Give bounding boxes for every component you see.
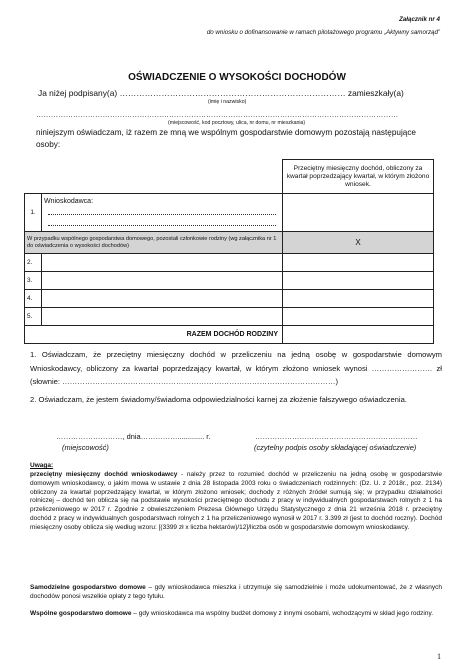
applicant-label: Wnioskodawca: (44, 198, 94, 205)
declaration-text: niniejszym oświadczam, iż razem ze mną we wspólnym gospodarstwie domowym pozostają następujące osoby: (36, 128, 416, 149)
member-cell[interactable] (42, 272, 283, 290)
note-shared-text: – gdy wnioskodawca ma wspólny budżet domowy z innymi osobami, wchodzącymi w skład jego rodziny. (131, 610, 434, 617)
note-income (30, 471, 442, 533)
income-header: Przeciętny miesięczny dochód, obliczony za kwartał poprzedzający kwartał, w którym złożono wniosek. (283, 160, 434, 194)
note-income-term: przeciętny miesięczny dochód wnioskodawcy (30, 471, 178, 478)
notes-heading: Uwaga: (30, 462, 54, 469)
attachment-subtitle: do wniosku o dofinansowanie w ramach pilotażowego programu „Aktywny samorząd” (206, 29, 440, 36)
address-line[interactable]: ………………………………………………………………………………………………………………………………… (36, 110, 399, 119)
member-cell[interactable] (42, 308, 283, 326)
page-number: 1 (437, 652, 441, 661)
signer-name-line[interactable]: Ja niżej podpisany(a) ……………………………………………………………………… zamieszkały(a) (38, 88, 404, 98)
page-title: OŚWIADCZENIE O WYSOKOŚCI DOCHODÓW (128, 72, 346, 83)
row-number: 3. (25, 272, 42, 290)
place-date-line[interactable]: ………………………, dnia……………............. r. (56, 432, 211, 441)
signature-hint: (czytelny podpis osoby składającej oświadczenie) (254, 443, 417, 452)
shared-household-mark: X (283, 232, 434, 254)
note-shared-household (30, 610, 442, 619)
row-number: 5. (25, 308, 42, 326)
applicant-income-cell[interactable] (283, 194, 434, 232)
address-hint: (miejscowość, kod pocztowy, ulica, nr domu, nr mieszkania) (168, 120, 306, 126)
total-income-cell[interactable] (283, 326, 434, 344)
shared-household-note: W przypadku wspólnego gospodarstwa domowego, pozostali członkowie rodziny (wg załącznika nr 1 do oświadczenia o wysokości dochodów) (25, 232, 283, 254)
member-income-cell[interactable] (283, 272, 434, 290)
member-income-cell[interactable] (283, 308, 434, 326)
household-table (24, 159, 434, 344)
signature-line[interactable]: ………………………………………………………… (255, 432, 418, 441)
note-single-household (30, 584, 442, 602)
row-number: 2. (25, 254, 42, 272)
note-single-text: – gdy wnioskodawca mieszka i utrzymuje się samodzielnie i może udokumentować, że z własnych dochodów ponosi wszelkie opłaty z tego tytułu. (30, 584, 442, 600)
note-single-term: Samodzielne gospodarstwo domowe (30, 584, 146, 591)
applicant-cell[interactable] (42, 194, 283, 232)
statement-income: 1. Oświadczam, że przeciętny miesięczny dochód w przeliczeniu na jedną osobę w gospodarstwie domowym Wnioskodawcy, obliczony za kwartał poprzedzający kwartał, w którym złożono wniosek wynosi …………………… zł (słownie: ………………………………………………………………………………………………) (30, 350, 442, 387)
attachment-label: Załącznik nr 4 (399, 16, 440, 23)
row-number: 1. (25, 194, 42, 232)
member-cell[interactable] (42, 254, 283, 272)
member-cell[interactable] (42, 290, 283, 308)
member-income-cell[interactable] (283, 254, 434, 272)
note-income-text: - należy przez to rozumieć dochód w przeliczeniu na jedną osobę w gospodarstwie domowym wnioskodawcy, o jakim mowa w ustawie z dnia 28 listopada 2003 roku o świadczeniach rodzinnych: (Dz. U. z 2018r., poz. 2134) obliczony za kwartał poprzedzający kwartał, w którym złożono wniosek; dochody z różnych źródeł sumują się; w przypadku działalności rolniczej – dochód ten oblicza się na podstawie wysokości przeciętnego dochodu z pracy w indywidualnych gospodarstwach rolnych z 1 ha przeliczeniowego w 2017 r. Zgodnie z obwieszczeniem Prezesa Głównego Urzędu Statystycznego z dnia 21 września 2018 r. przeciętny dochód z pracy w indywidualnych gospodarstwach rolnych z 1 ha przeliczeniowego wynosił w 2017 r. 3.399 zł (jest to dochód roczny). Dochód miesięczny osoby oblicza się według wzoru: [(3399 zł x liczba hektarów)/12]/liczba osób w gospodarstwie domowym wnioskodawcy. (30, 471, 442, 531)
row-number: 4. (25, 290, 42, 308)
member-income-cell[interactable] (283, 290, 434, 308)
note-shared-term: Wspólne gospodarstwo domowe (30, 610, 132, 617)
place-hint: (miejscowość) (62, 443, 109, 452)
statement-liability: 2. Oświadczam, że jestem świadomy/świadoma odpowiedzialności karnej za złożenie fałszywego oświadczenia. (30, 395, 407, 404)
total-label: RAZEM DOCHÓD RODZINY (25, 326, 283, 344)
name-hint: (imię i nazwisko) (208, 99, 247, 105)
